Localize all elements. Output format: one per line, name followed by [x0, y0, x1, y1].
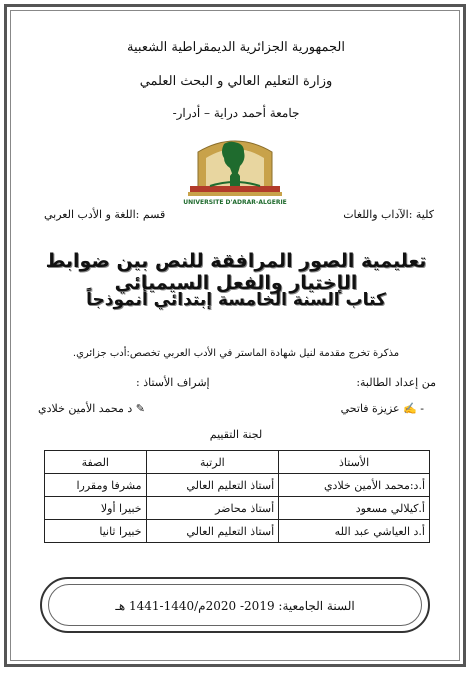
university-title: جامعة أحمد دراية – أدرار- — [172, 106, 300, 120]
committee-table — [44, 450, 430, 543]
memo-note: مذكرة تخرج مقدمة لنيل شهادة الماستر في الأدب العربي تخصص:أدب جزائري. — [72, 348, 400, 359]
republic-title: الجمهورية الجزائرية الديمقراطية الشعبية — [127, 40, 345, 55]
table-cell: أ.كيلالي مسعود — [279, 497, 430, 520]
academic-year: السنة الجامعية: 2019- 2020م/1440-1441 هـ — [115, 599, 355, 613]
thesis-title — [22, 232, 450, 332]
table-row — [45, 520, 430, 543]
student-label: من إعداد الطالبة: — [356, 376, 436, 389]
student-name: - ✍ عزيزة فاتحي — [340, 402, 424, 415]
thesis-title-line-2: كتاب السنة الخامسة إبتدائي أنموذجاً — [86, 290, 386, 310]
academic-year-box — [40, 577, 430, 633]
table-cell: أ.د العياشي عبد الله — [279, 520, 430, 543]
table-cell: مشرفا ومقررا — [45, 474, 147, 497]
ministry-title: وزارة التعليم العالي و البحث العلمي — [139, 74, 333, 89]
logo-latin-text: UNIVERSITE D'ADRAR-ALGERIE — [183, 199, 287, 206]
university-logo-icon — [180, 130, 290, 210]
table-cell: خبيرا ثانيا — [45, 520, 147, 543]
table-row — [45, 497, 430, 520]
table-cell: أستاذ التعليم العالي — [146, 474, 279, 497]
table-header: الرتبة — [146, 451, 279, 474]
thesis-title-line-1: تعليمية الصور المرافقة للنص بين ضوابط الإختيار والفعل السيميائي — [45, 250, 427, 294]
faculty-label: كلية :الآداب واللغات — [343, 208, 434, 221]
table-cell: أستاذ التعليم العالي — [146, 520, 279, 543]
table-header: الصفة — [45, 451, 147, 474]
supervisor-name: ✎ د محمد الأمين خلادي — [38, 402, 146, 415]
table-row — [45, 474, 430, 497]
supervisor-label: إشراف الأستاذ : — [136, 376, 210, 389]
department-label: قسم :اللغة و الأدب العربي — [44, 208, 166, 221]
committee-title: لجنة التقييم — [209, 428, 263, 441]
table-cell: أ.د:محمد الأمين خلادي — [279, 474, 430, 497]
university-logo — [180, 130, 290, 210]
table-header-row — [45, 451, 430, 474]
table-cell: أستاذ محاضر — [146, 497, 279, 520]
table-header: الأستاذ — [279, 451, 430, 474]
table-cell: خبيرا أولا — [45, 497, 147, 520]
